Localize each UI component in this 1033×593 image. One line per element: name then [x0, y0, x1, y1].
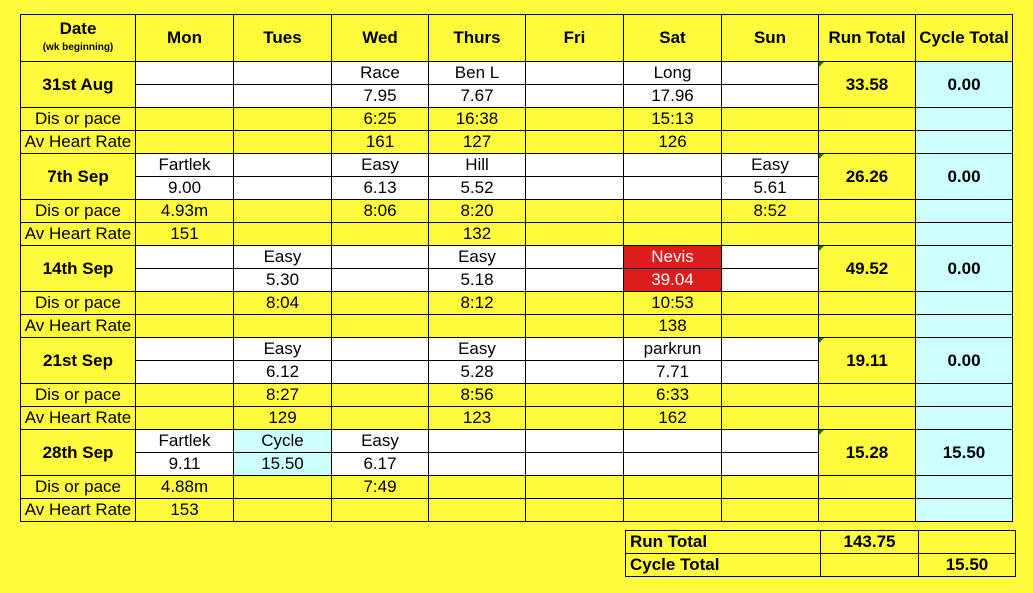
heart-rate-cell-sat[interactable]: 162	[624, 407, 722, 430]
heart-rate-cell-wed[interactable]: 161	[332, 131, 429, 154]
pace-cell-sun[interactable]	[722, 108, 819, 131]
value-cell-fri[interactable]	[526, 453, 624, 476]
pace-cell-fri[interactable]	[526, 476, 624, 499]
value-cell-fri[interactable]	[526, 177, 624, 200]
value-cell-sat[interactable]	[624, 177, 722, 200]
heart-rate-cell-fri[interactable]	[526, 223, 624, 246]
pace-cell-thu[interactable]: 8:12	[429, 292, 526, 315]
activity-cell-thu[interactable]	[429, 430, 526, 453]
pace-label: Dis or pace	[21, 292, 136, 315]
week-activity-row	[21, 430, 1013, 453]
value-cell-sun[interactable]: 5.61	[722, 177, 819, 200]
comment-marker-icon	[819, 246, 824, 251]
heart-rate-cell-sat[interactable]	[624, 499, 722, 522]
activity-cell-sat[interactable]: Nevis	[624, 246, 722, 269]
pace-cell-sun[interactable]	[722, 476, 819, 499]
heart-rate-label: Av Heart Rate	[21, 407, 136, 430]
pace-row	[21, 384, 1013, 407]
value-cell-tue[interactable]	[234, 85, 332, 108]
value-cell-thu[interactable]: 5.28	[429, 361, 526, 384]
value-cell-fri[interactable]	[526, 361, 624, 384]
heart-rate-cell-fri[interactable]	[526, 499, 624, 522]
pace-cell-sun[interactable]: 8:52	[722, 200, 819, 223]
pace-run-total-cell[interactable]	[819, 476, 916, 499]
heart-rate-cell-wed[interactable]	[332, 223, 429, 246]
pace-cell-mon[interactable]: 4.88m	[136, 476, 234, 499]
pace-label: Dis or pace	[21, 384, 136, 407]
value-cell-sat[interactable]: 17.96	[624, 85, 722, 108]
hr-run-total-cell[interactable]	[819, 131, 916, 154]
heart-rate-cell-tue[interactable]: 129	[234, 407, 332, 430]
week-date: 21st Sep	[21, 338, 136, 384]
header-row	[21, 15, 1013, 62]
header-fri: Fri	[526, 15, 624, 62]
activity-cell-sun[interactable]	[722, 338, 819, 361]
activity-cell-tue[interactable]: Easy	[234, 338, 332, 361]
heart-rate-cell-wed[interactable]	[332, 315, 429, 338]
value-cell-wed[interactable]: 6.13	[332, 177, 429, 200]
activity-cell-mon[interactable]	[136, 246, 234, 269]
comment-marker-icon	[819, 430, 824, 435]
pace-cell-thu[interactable]: 8:56	[429, 384, 526, 407]
pace-cell-tue[interactable]: 8:04	[234, 292, 332, 315]
heart-rate-label: Av Heart Rate	[21, 315, 136, 338]
header-thu: Thurs	[429, 15, 526, 62]
summary-run-label: Run Total	[626, 531, 821, 554]
heart-rate-cell-sun[interactable]	[722, 315, 819, 338]
header-cycle-total: Cycle Total	[916, 15, 1013, 62]
heart-rate-cell-tue[interactable]	[234, 315, 332, 338]
pace-label: Dis or pace	[21, 476, 136, 499]
heart-rate-cell-fri[interactable]	[526, 407, 624, 430]
value-cell-mon[interactable]: 9.11	[136, 453, 234, 476]
heart-rate-row	[21, 407, 1013, 430]
activity-cell-tue[interactable]: Cycle	[234, 430, 332, 453]
pace-row	[21, 108, 1013, 131]
pace-run-total-cell[interactable]	[819, 384, 916, 407]
pace-cycle-total-cell[interactable]	[916, 108, 1013, 131]
hr-cycle-total-cell[interactable]	[916, 131, 1013, 154]
value-cell-mon[interactable]	[136, 269, 234, 292]
activity-cell-sat[interactable]	[624, 154, 722, 177]
pace-cell-tue[interactable]	[234, 200, 332, 223]
pace-cycle-total-cell[interactable]	[916, 476, 1013, 499]
pace-cell-tue[interactable]	[234, 476, 332, 499]
value-cell-tue[interactable]	[234, 177, 332, 200]
week-date: 7th Sep	[21, 154, 136, 200]
comment-marker-icon	[819, 154, 824, 159]
value-cell-thu[interactable]: 7.67	[429, 85, 526, 108]
value-cell-mon[interactable]	[136, 85, 234, 108]
pace-cell-sat[interactable]: 15:13	[624, 108, 722, 131]
value-cell-sat[interactable]	[624, 453, 722, 476]
activity-cell-wed[interactable]: Easy	[332, 430, 429, 453]
pace-cell-mon[interactable]	[136, 292, 234, 315]
activity-cell-mon[interactable]	[136, 62, 234, 85]
activity-cell-sun[interactable]: Easy	[722, 154, 819, 177]
pace-cell-wed[interactable]: 7:49	[332, 476, 429, 499]
heart-rate-cell-sat[interactable]	[624, 223, 722, 246]
heart-rate-cell-mon[interactable]: 151	[136, 223, 234, 246]
week-activity-row	[21, 338, 1013, 361]
pace-cell-sat[interactable]	[624, 200, 722, 223]
week-run-total[interactable]: 33.58	[819, 62, 916, 108]
activity-cell-mon[interactable]: Fartlek	[136, 154, 234, 177]
value-cell-mon[interactable]: 9.00	[136, 177, 234, 200]
activity-cell-fri[interactable]	[526, 154, 624, 177]
activity-cell-tue[interactable]	[234, 62, 332, 85]
activity-cell-fri[interactable]	[526, 430, 624, 453]
heart-rate-cell-sun[interactable]	[722, 407, 819, 430]
pace-cell-wed[interactable]	[332, 292, 429, 315]
activity-cell-fri[interactable]	[526, 62, 624, 85]
header-date-sub: (wk beginning)	[42, 42, 114, 53]
heart-rate-cell-sun[interactable]	[722, 131, 819, 154]
heart-rate-cell-thu[interactable]: 127	[429, 131, 526, 154]
header-run-total: Run Total	[819, 15, 916, 62]
value-cell-thu[interactable]	[429, 453, 526, 476]
pace-label: Dis or pace	[21, 108, 136, 131]
heart-rate-row	[21, 315, 1013, 338]
heart-rate-row	[21, 223, 1013, 246]
heart-rate-label: Av Heart Rate	[21, 223, 136, 246]
pace-run-total-cell[interactable]	[819, 292, 916, 315]
hr-cycle-total-cell[interactable]	[916, 315, 1013, 338]
value-cell-sun[interactable]	[722, 269, 819, 292]
heart-rate-row	[21, 131, 1013, 154]
heart-rate-cell-mon[interactable]	[136, 131, 234, 154]
value-cell-sun[interactable]	[722, 85, 819, 108]
heart-rate-label: Av Heart Rate	[21, 499, 136, 522]
pace-row	[21, 292, 1013, 315]
pace-run-total-cell[interactable]	[819, 108, 916, 131]
value-cell-wed[interactable]	[332, 361, 429, 384]
comment-marker-icon	[819, 62, 824, 67]
activity-cell-sun[interactable]	[722, 430, 819, 453]
header-sat: Sat	[624, 15, 722, 62]
hr-cycle-total-cell[interactable]	[916, 499, 1013, 522]
hr-run-total-cell[interactable]	[819, 499, 916, 522]
heart-rate-cell-mon[interactable]: 153	[136, 499, 234, 522]
heart-rate-cell-tue[interactable]	[234, 131, 332, 154]
pace-cell-sun[interactable]	[722, 384, 819, 407]
value-cell-thu[interactable]: 5.18	[429, 269, 526, 292]
pace-cell-mon[interactable]: 4.93m	[136, 200, 234, 223]
training-log-table	[20, 14, 1013, 522]
activity-cell-sun[interactable]	[722, 62, 819, 85]
pace-cell-thu[interactable]	[429, 476, 526, 499]
value-cell-wed[interactable]: 6.17	[332, 453, 429, 476]
header-date-label: Date	[59, 19, 97, 38]
value-cell-sun[interactable]	[722, 361, 819, 384]
activity-cell-wed[interactable]: Easy	[332, 154, 429, 177]
header-tue: Tues	[234, 15, 332, 62]
heart-rate-cell-thu[interactable]: 123	[429, 407, 526, 430]
heart-rate-cell-thu[interactable]	[429, 499, 526, 522]
activity-cell-thu[interactable]: Ben L	[429, 62, 526, 85]
activity-cell-tue[interactable]: Easy	[234, 246, 332, 269]
value-cell-sat[interactable]: 39.04	[624, 269, 722, 292]
pace-cell-mon[interactable]	[136, 108, 234, 131]
header-sun: Sun	[722, 15, 819, 62]
activity-cell-sun[interactable]	[722, 246, 819, 269]
pace-cell-sat[interactable]: 10:53	[624, 292, 722, 315]
pace-cell-sun[interactable]	[722, 292, 819, 315]
value-cell-mon[interactable]	[136, 361, 234, 384]
activity-cell-wed[interactable]: Race	[332, 62, 429, 85]
heart-rate-cell-fri[interactable]	[526, 315, 624, 338]
heart-rate-cell-fri[interactable]	[526, 131, 624, 154]
comment-marker-icon	[819, 338, 824, 343]
activity-cell-sat[interactable]	[624, 430, 722, 453]
value-cell-sun[interactable]	[722, 453, 819, 476]
value-cell-fri[interactable]	[526, 269, 624, 292]
pace-cell-fri[interactable]	[526, 200, 624, 223]
value-cell-wed[interactable]: 7.95	[332, 85, 429, 108]
summary-run-value[interactable]: 143.75	[821, 531, 919, 554]
activity-cell-tue[interactable]	[234, 154, 332, 177]
activity-cell-mon[interactable]: Fartlek	[136, 430, 234, 453]
activity-cell-thu[interactable]: Easy	[429, 338, 526, 361]
week-cycle-total[interactable]: 0.00	[916, 246, 1013, 292]
heart-rate-cell-sat[interactable]: 138	[624, 315, 722, 338]
activity-cell-mon[interactable]	[136, 338, 234, 361]
week-date: 14th Sep	[21, 246, 136, 292]
heart-rate-cell-mon[interactable]	[136, 407, 234, 430]
heart-rate-row	[21, 499, 1013, 522]
activity-cell-sat[interactable]: parkrun	[624, 338, 722, 361]
pace-cell-wed[interactable]	[332, 384, 429, 407]
pace-cell-thu[interactable]: 8:20	[429, 200, 526, 223]
hr-run-total-cell[interactable]	[819, 315, 916, 338]
activity-cell-fri[interactable]	[526, 338, 624, 361]
week-run-total[interactable]: 26.26	[819, 154, 916, 200]
heart-rate-cell-sat[interactable]: 126	[624, 131, 722, 154]
heart-rate-cell-thu[interactable]: 132	[429, 223, 526, 246]
heart-rate-cell-tue[interactable]	[234, 499, 332, 522]
summary-cycle-empty[interactable]	[821, 554, 919, 577]
header-wed: Wed	[332, 15, 429, 62]
pace-cell-fri[interactable]	[526, 292, 624, 315]
heart-rate-cell-sun[interactable]	[722, 499, 819, 522]
activity-cell-wed[interactable]	[332, 338, 429, 361]
value-cell-wed[interactable]	[332, 269, 429, 292]
summary-cycle-label: Cycle Total	[626, 554, 821, 577]
value-cell-tue[interactable]: 15.50	[234, 453, 332, 476]
activity-cell-fri[interactable]	[526, 246, 624, 269]
pace-cell-sat[interactable]	[624, 476, 722, 499]
pace-label: Dis or pace	[21, 200, 136, 223]
pace-cell-mon[interactable]	[136, 384, 234, 407]
week-run-total[interactable]: 19.11	[819, 338, 916, 384]
pace-cycle-total-cell[interactable]	[916, 292, 1013, 315]
pace-cycle-total-cell[interactable]	[916, 200, 1013, 223]
pace-cell-tue[interactable]: 8:27	[234, 384, 332, 407]
activity-cell-wed[interactable]	[332, 246, 429, 269]
heart-rate-cell-tue[interactable]	[234, 223, 332, 246]
hr-cycle-total-cell[interactable]	[916, 407, 1013, 430]
pace-row	[21, 200, 1013, 223]
week-date: 31st Aug	[21, 62, 136, 108]
value-cell-tue[interactable]: 5.30	[234, 269, 332, 292]
pace-row	[21, 476, 1013, 499]
activity-cell-sat[interactable]: Long	[624, 62, 722, 85]
activity-cell-thu[interactable]: Easy	[429, 246, 526, 269]
week-cycle-total[interactable]: 0.00	[916, 62, 1013, 108]
week-activity-row	[21, 154, 1013, 177]
summary-cycle-row	[626, 554, 1016, 577]
activity-cell-thu[interactable]: Hill	[429, 154, 526, 177]
pace-cell-wed[interactable]: 8:06	[332, 200, 429, 223]
pace-cell-thu[interactable]: 16:38	[429, 108, 526, 131]
week-cycle-total[interactable]: 0.00	[916, 154, 1013, 200]
summary-run-row	[626, 531, 1016, 554]
heart-rate-cell-thu[interactable]	[429, 315, 526, 338]
pace-cell-wed[interactable]: 6:25	[332, 108, 429, 131]
week-date: 28th Sep	[21, 430, 136, 476]
hr-run-total-cell[interactable]	[819, 223, 916, 246]
summary-table	[625, 530, 1016, 577]
value-cell-tue[interactable]: 6.12	[234, 361, 332, 384]
pace-cycle-total-cell[interactable]	[916, 384, 1013, 407]
week-activity-row	[21, 62, 1013, 85]
week-cycle-total[interactable]: 0.00	[916, 338, 1013, 384]
value-cell-thu[interactable]: 5.52	[429, 177, 526, 200]
pace-cell-tue[interactable]	[234, 108, 332, 131]
pace-cell-fri[interactable]	[526, 108, 624, 131]
heart-rate-cell-mon[interactable]	[136, 315, 234, 338]
header-date	[21, 15, 136, 62]
week-run-total[interactable]: 49.52	[819, 246, 916, 292]
hr-run-total-cell[interactable]	[819, 407, 916, 430]
heart-rate-label: Av Heart Rate	[21, 131, 136, 154]
heart-rate-cell-wed[interactable]	[332, 407, 429, 430]
week-activity-row	[21, 246, 1013, 269]
pace-cell-fri[interactable]	[526, 384, 624, 407]
hr-cycle-total-cell[interactable]	[916, 223, 1013, 246]
heart-rate-cell-sun[interactable]	[722, 223, 819, 246]
week-cycle-total[interactable]: 15.50	[916, 430, 1013, 476]
summary-cycle-value[interactable]: 15.50	[919, 554, 1016, 577]
summary-run-empty[interactable]	[919, 531, 1016, 554]
week-run-total[interactable]: 15.28	[819, 430, 916, 476]
header-mon: Mon	[136, 15, 234, 62]
value-cell-fri[interactable]	[526, 85, 624, 108]
value-cell-sat[interactable]: 7.71	[624, 361, 722, 384]
pace-cell-sat[interactable]: 6:33	[624, 384, 722, 407]
pace-run-total-cell[interactable]	[819, 200, 916, 223]
heart-rate-cell-wed[interactable]	[332, 499, 429, 522]
